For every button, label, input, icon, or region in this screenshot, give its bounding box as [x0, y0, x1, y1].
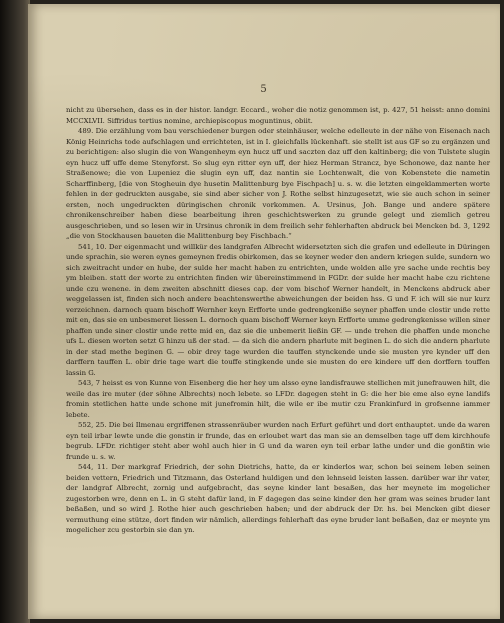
- page-body: [66, 105, 490, 536]
- paragraph: 544, 11. Der markgraf Friedrich, der sohn Dietrichs, hatte, da er kinderlos war, schon bei seinem leben seinen beiden vettern, Friedrich und Titzmann, das Osterland huldigen und den lehnseid leisten lassen. darüber war ihr vater, der landgraf Albrecht, zornig und aufgebracht, das seyne kinder lant besaßen, das her meynete im mogelicher zugestorben wre, denn en L. in G steht dafür land, in F dagegen das seine kinder den her gram was seines bruder lant beßaßen, und so wird J. Rothe hier auch geschrieben haben; und der abdruck der Dr. hs. bei Mencken gibt dieser vermuthung eine stütze, dort finden wir nämlich, allerdings fehlerhaft das eyne bruder lant beßaßen, daz er meynte ym mogelicher zcu gestorbin sie dan yn.: [66, 463, 490, 534]
- paragraph: nicht zu übersehen, dass es in der histor. landgr. Eccard., woher die notiz genommen ist, p. 427, 51 heisst: anno domini MCCXLVII. Siffridus tertius nomine, archiepiscopus moguntinus, obiit.: [66, 106, 490, 125]
- paragraph: 489. Die erzählung vom bau verschiedener burgen oder steinhäuser, welche edelleute in der nähe von Eisenach nach König Heinrichs tode aufschlagen und errichteten, ist in I. gleichfalls lückenhaft. sie stellt ist aus GF so zu ergänzen und zu berichtigen: also slugin die von Wangenheym eyn hucz uff und saczten daz uff den kaltinberg; die von Tulstete slugin eyn hucz uff uffe deme Stenyforst. So slug eyn ritter eyn uff, der hiez Herman Strancz, bye Schonowe, daz nante her Straßenowe; die von Lupeniez die slugin eyn uff, daz nantin sie Lochtenwalt, die von Kobenstete die nametin Scharffinberg, [die von Stogheuin dye husetin Malittenburg bye Fischpach] u. s. w. die letzten eingeklammerten worte fehlen in der gedruckten ausgabe, sie sind aber sicher von J. Rothe selbst hinzugesetzt, wie sie auch schon in seiner ersten, noch ungedruckten düringischen chronik vorkommen. A. Ursinus, Joh. Bange und andere spätere chronikenschreiber haben diese bearbeitung ihren geschichtswerken zu grunde gelegt und ziemlich getreu ausgeschrieben, und so lesen wir in Ursinus chronik in dem freilich sehr fehlerhaften abdruck bei Mencken bd. 3, 1292 „die von Stockhausen baueten die Malittenburg bey Fischbach.“: [66, 127, 490, 240]
- paragraph: 543, 7 heisst es von Kunne von Eisenberg die her hey um alsso eyne landisfrauwe stellichen mit junefrauwen hilt, die weile das ire muter (der söhne Albrechts) noch lebete. so LFDr. dagegen steht in G: die her bie eme also eyne landifs fromin stetlichen hatte unde schone mit junefromin hilt, die wile er ibe mutir czu Frankinfurd in grofsenne iammer lebete.: [66, 379, 490, 419]
- paragraph: 552, 25. Die bei Ilmenau ergriffenen strassenräuber wurden nach Erfurt geführt und dort enthauptet. unde da waren eyn teil irbar lewte unde die gonstin ir frunde, das en erloubet wart das man sie an demselben tage uff dem kirchhoufe begrub. LFDr. richtiger steht aber wohl auch hier in G und da waren eyn teil erbar lathe under und die gonßtin wie frunde u. s. w.: [66, 421, 490, 461]
- book-spine-shadow: [0, 0, 30, 623]
- page-number: 5: [260, 84, 268, 95]
- book-page: [28, 4, 500, 619]
- paragraph: 541, 10. Der eigenmacht und willkür des landgrafen Albrecht widersetzten sich die grafen und edelleute in Düringen unde sprachin, sie weren eynes gemeynen fredis obirkomen, das se keyner weder den andern kriegen sulde, sundern wo sich zweitracht under en hube, der sulde her macht haben zu entrichten, unde wolden alle yre sache unde rechtis bey ym bleiben. statt der worte zu entrichten finden wir übereinstimmend in FGDr. der sulde her macht habe czu richtene unde czu wenene. in dem zweiten abschnitt dieses cap. der vom bischof Werner handelt, in Menckens abdruck aber weggelassen ist, finden sich noch andere beachtenswerthe abweichungen der beiden hss. G und F. ich will sie nur kurz verzeichnen. darnoch quam bischoff Wernher keyn Erfforte unde gedrengkeniße seyner phaffen unde clostir unde rette mit en, das sie en unbesmeret liessen L. dornoch quam bischoff Werner keyn Erfforte umme gedrengkenisse willen siner phaffen unde siner clostir unde rette mid en, daz sie die unbemerit ließin GF. — unde trehen die phaffen unde monche ufs L. diesen worten setzt G hinzu uß der stad. — da sich die andern pharlute mit beginen L. do sich die andern pharlute in der stad methe beginen G. — obir drey tage wurden die tauffen stynckende unde sie musten yre kynder uff den darffern tauffen L. obir drie tage wart die touffe stingkende unde sie musten do ere kindere uff den dorffern touffen lassin G.: [66, 242, 490, 377]
